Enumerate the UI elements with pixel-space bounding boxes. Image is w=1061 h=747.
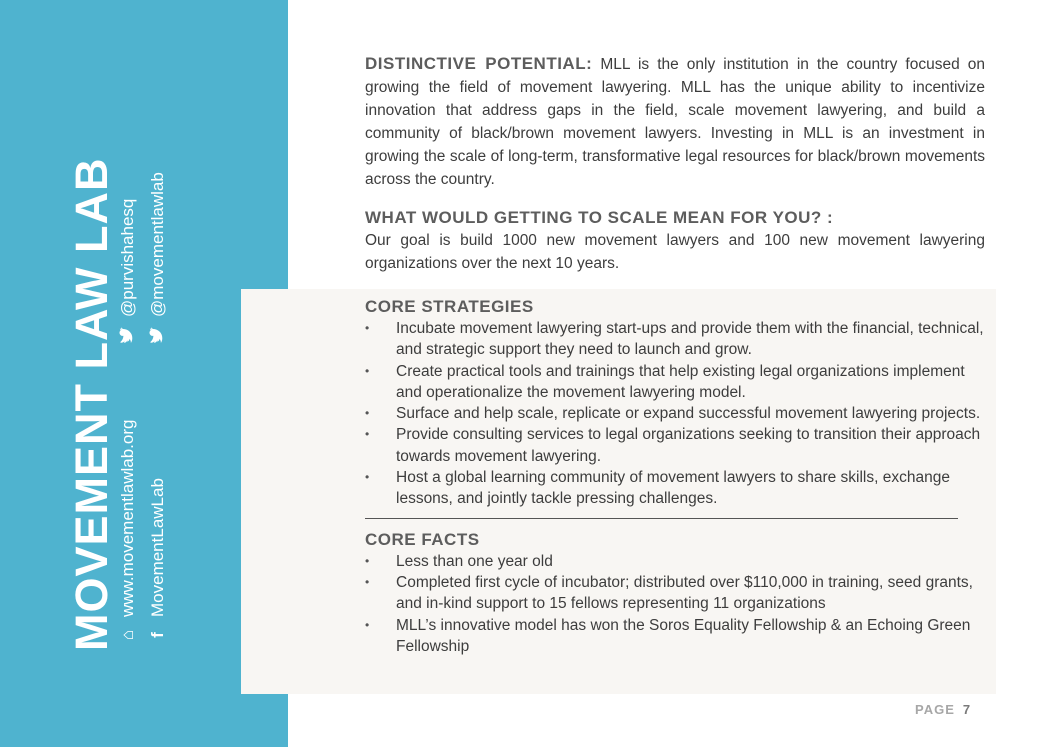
website-contact[interactable] [118, 420, 138, 645]
facebook-icon: f [148, 632, 167, 638]
list-item: • Provide consulting services to legal organizations seeking to transition their approach towards movement lawyering. [365, 424, 985, 467]
list-item: • Host a global learning community of movement lawyers to share skills, exchange lessons, and jointly tackle pressing challenges. [365, 467, 985, 510]
twitter-contact-2[interactable] [148, 172, 168, 345]
twitter-icon [118, 325, 138, 345]
list-item: • Surface and help scale, replicate or expand successful movement lawyering projects. [365, 403, 985, 424]
twitter-icon [148, 325, 168, 345]
scale-text: Our goal is build 1000 new movement lawyers and 100 new movement lawyering organizations over the next 10 years. [365, 232, 985, 272]
twitter-contact-1[interactable] [118, 199, 138, 345]
organization-name: MOVEMENT LAW LAB [66, 157, 117, 651]
main-content [365, 52, 985, 657]
distinctive-potential-paragraph [365, 52, 985, 191]
distinctive-potential-heading: DISTINCTIVE POTENTIAL: [365, 54, 593, 73]
list-item: • Incubate movement lawyering start-ups and provide them with the financial, technical, and strategic support they need to launch and grow. [365, 318, 985, 361]
list-item: • Completed first cycle of incubator; distributed over $110,000 in training, seed grants, and in-kind support to 15 fellows representing 11 organizations [365, 572, 985, 615]
scale-heading: WHAT WOULD GETTING TO SCALE MEAN FOR YOU? : [365, 208, 834, 227]
list-item: • MLL’s innovative model has won the Soros Equality Fellowship & an Echoing Green Fellowship [365, 615, 985, 658]
distinctive-potential-text: MLL is the only institution in the country focused on growing the field of movement lawyering. MLL has the unique ability to incentivize innovation that address gaps in the field, scale movement lawyering, and build a community of black/brown movement lawyers. Investing in MLL is an investment in growing the scale of long-term, transformative legal resources for black/brown movements across the country. [365, 56, 985, 188]
core-facts-list [365, 551, 985, 657]
website-text[interactable]: www.movementlawlab.org [118, 419, 137, 617]
twitter-handle-1[interactable]: @purvishahesq [118, 198, 137, 317]
home-icon: ⌂ [118, 629, 137, 641]
core-strategies-heading: CORE STRATEGIES [365, 297, 534, 316]
facebook-text[interactable]: MovementLawLab [148, 478, 167, 617]
section-divider [365, 518, 958, 519]
page-label: PAGE [915, 702, 955, 717]
facebook-contact[interactable] [148, 478, 168, 645]
page-number-value: 7 [962, 702, 972, 717]
core-facts-heading: CORE FACTS [365, 529, 480, 549]
core-strategies-list [365, 318, 985, 510]
list-item: • Create practical tools and trainings that help existing legal organizations implement and operationalize the movement lawyering model. [365, 361, 985, 404]
page-number [915, 702, 971, 717]
list-item: • Less than one year old [365, 551, 985, 572]
twitter-handle-2[interactable]: @movementlawlab [148, 172, 167, 317]
